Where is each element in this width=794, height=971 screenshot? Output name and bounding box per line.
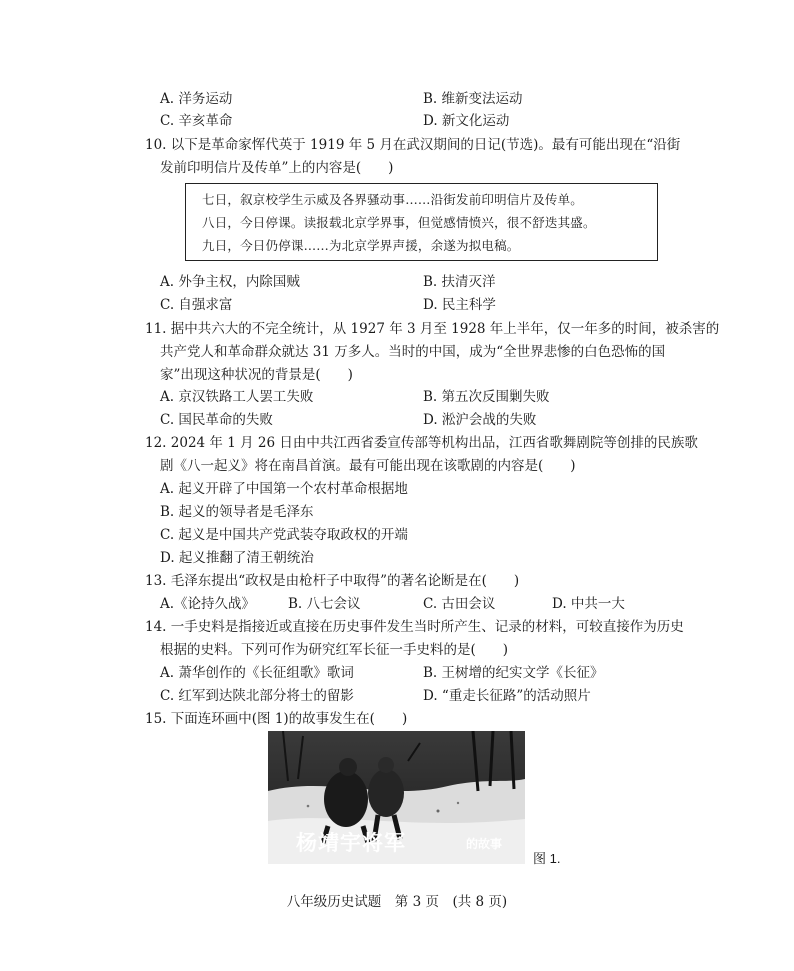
diary-line-1: 七日，叙京校学生示威及各界骚动事……沿街发前印明信片及传单。 — [202, 192, 584, 207]
q12-option-d: D. 起义推翻了清王朝统治 — [160, 550, 314, 566]
q13-option-a: A.《论持久战》 — [160, 596, 256, 612]
q13-option-d: D. 中共一大 — [552, 596, 625, 612]
q14-stem-line2: 根据的史料。下列可作为研究红军长征一手史料的是( ) — [160, 642, 509, 658]
q10-option-a: A. 外争主权，内除国贼 — [160, 274, 300, 290]
illustration-subtitle: 的故事 — [466, 837, 503, 851]
q11-option-a: A. 京汉铁路工人罢工失败 — [160, 389, 314, 405]
q12-stem-line2: 剧《八一起义》将在南昌首演。最有可能出现在该歌剧的内容是( ) — [160, 458, 576, 474]
q13-stem: 13. 毛泽东提出“政权是由枪杆子中取得”的著名论断是在( ) — [145, 573, 520, 589]
q10-option-c: C. 自强求富 — [160, 297, 233, 313]
q10-option-d: D. 民主科学 — [423, 297, 496, 313]
q9-option-d: D. 新文化运动 — [423, 113, 510, 129]
q10-option-b: B. 扶清灭洋 — [423, 274, 496, 290]
q12-option-b: B. 起义的领导者是毛泽东 — [160, 504, 314, 520]
q9-option-c: C. 辛亥革命 — [160, 113, 233, 129]
page-footer: 八年级历史试题 第 3 页 (共 8 页) — [286, 894, 508, 910]
q9-option-a: A. 洋务运动 — [160, 91, 233, 107]
q14-option-b: B. 王树增的纪实文学《长征》 — [423, 665, 604, 681]
q11-option-d: D. 淞沪会战的失败 — [423, 412, 537, 428]
q10-stem-line2: 发前印明信片及传单”上的内容是( ) — [160, 160, 394, 176]
diary-line-3: 九日，今日仍停课……为北京学界声援，余遂为拟电稿。 — [202, 238, 520, 253]
q13-option-c: C. 古田会议 — [423, 596, 496, 612]
q11-stem-line3: 家”出现这种状况的背景是( ) — [160, 367, 353, 383]
q14-stem-line1: 14. 一手史料是指接近或直接在历史事件发生当时所产生、记录的材料，可较直接作为历史 — [145, 619, 684, 635]
q10-diary-excerpt — [185, 183, 658, 261]
q9-option-b: B. 维新变法运动 — [423, 91, 523, 107]
q12-option-c: C. 起义是中国共产党武装夺取政权的开端 — [160, 527, 408, 543]
illustration-title: 杨靖宇将军 — [296, 831, 406, 855]
q11-stem-line1: 11. 据中共六大的不完全统计，从 1927 年 3 月至 1928 年上半年，仅一年多的时间，被杀害的 — [145, 321, 720, 337]
q14-option-d: D. “重走长征路”的活动照片 — [423, 688, 591, 704]
q11-option-b: B. 第五次反围剿失败 — [423, 389, 550, 405]
q11-stem-line2: 共产党人和革命群众就达 31 万多人。当时的中国，成为“全世界悲惨的白色恐怖的国 — [160, 344, 666, 360]
comic-illustration — [268, 731, 525, 864]
diary-line-2: 八日，今日停课。读报载北京学界事，但觉感情愤兴，很不舒迭其盛。 — [202, 215, 596, 230]
q10-stem-line1: 10. 以下是革命家恽代英于 1919 年 5 月在武汉期间的日记(节选)。最有可能出现在“沿街 — [145, 137, 681, 153]
q14-option-a: A. 萧华创作的《长征组歌》歌词 — [160, 665, 354, 681]
q12-stem-line1: 12. 2024 年 1 月 26 日由中共江西省委宣传部等机构出品，江西省歌舞剧院等创排的民族歌 — [145, 435, 698, 451]
q14-option-c: C. 红军到达陕北部分将士的留影 — [160, 688, 354, 704]
q13-option-b: B. 八七会议 — [288, 596, 361, 612]
figure-caption: 图 1. — [533, 851, 561, 866]
q12-option-a: A. 起义开辟了中国第一个农村革命根据地 — [160, 481, 408, 497]
q15-stem: 15. 下面连环画中(图 1)的故事发生在( ) — [145, 711, 408, 727]
q11-option-c: C. 国民革命的失败 — [160, 412, 273, 428]
